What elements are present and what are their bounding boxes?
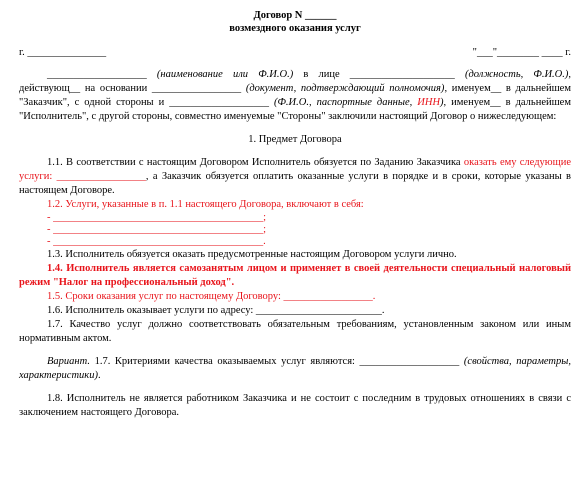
section-1-title: 1. Предмет Договора	[248, 134, 342, 145]
customer-name-hint: (наименование или Ф.И.О.)	[146, 69, 294, 80]
position-hint: (должность, Ф.И.О.)	[464, 69, 569, 80]
intro-paragraph	[19, 68, 571, 124]
clause-1-2: 1.2. Услуги, указанные в п. 1.1 настоящего Договора, включают в себя:	[47, 199, 364, 210]
intro-part-a: в лице ____________________	[293, 69, 465, 80]
title-line-1: Договор N ______	[253, 10, 337, 21]
intro-part-b: , действующ__ на основании _________________	[19, 69, 571, 94]
clause-1-1-services: оказать ему следующие услуги: _________________	[19, 157, 571, 182]
clause-1-1	[19, 156, 571, 198]
services-list	[19, 212, 571, 248]
variant-end: .	[97, 370, 101, 381]
customer-name-blank: ___________________	[47, 69, 147, 80]
executor-hint-end: )	[440, 97, 444, 108]
date-field: "___"________ ____ г.	[472, 47, 571, 58]
list-item: - ________________________________________;	[47, 224, 267, 235]
document-title	[19, 9, 571, 35]
variant-label: Вариант.	[47, 356, 90, 367]
list-item: - ________________________________________;	[47, 212, 267, 223]
city-field: г. _______________	[19, 47, 107, 58]
clause-1-8: 1.8. Исполнитель не является работником Заказчика и не состоит с последним в трудовых отношениях в связи с заключением настоящего Договора.	[19, 393, 571, 418]
variant-hint: (свойства, параметры, характеристики)	[19, 356, 571, 381]
clause-1-6: 1.6. Исполнитель оказывает услуги по адресу: ________________________.	[47, 305, 385, 316]
intro-part-d: , именуем__ в дальнейшем "Исполнитель", с другой стороны, совместно именуемые "Стороны" заключили настоящий Договор о нижеследующем:	[19, 97, 571, 122]
clause-1-7: 1.7. Качество услуг должно соответствовать обязательным требованиям, установленным законом или иным нормативным актом.	[19, 319, 571, 344]
place-date-row	[19, 46, 571, 59]
document-hint: (документ, подтверждающий полномочия)	[245, 83, 445, 94]
intro-part-c: , именуем__ в дальнейшем "Заказчик", с одной стороны и ___________________	[19, 83, 571, 108]
executor-hint: (Ф.И.О., паспортные данные,	[273, 97, 418, 108]
clause-1-4: 1.4. Исполнитель является самозанятым лицом и применяет в своей деятельности специальный налоговый режим "Налог на профессиональный доход".	[19, 263, 571, 288]
variant-text: 1.7. Критериями качества оказываемых услуг являются: ___________________	[89, 356, 464, 367]
clause-1-1-end: , а Заказчик обязуется оплатить оказанные услуги в порядке и в сроки, которые указаны в настоящем Договоре.	[19, 171, 571, 196]
clause-1-3: 1.3. Исполнитель обязуется оказать предусмотренные настоящим Договором услуги лично.	[47, 249, 457, 260]
title-line-2: возмездного оказания услуг	[229, 23, 361, 34]
clause-variant-1-7	[19, 355, 571, 383]
clause-1-5: 1.5. Сроки оказания услуг по настоящему Договору: _________________.	[47, 291, 376, 302]
inn-hint: ИНН	[417, 97, 441, 108]
list-item: - ________________________________________.	[47, 236, 266, 247]
clause-1-1-start: 1.1. В соответствии с настоящим Договором Исполнитель обязуется по Заданию Заказчика	[47, 157, 464, 168]
